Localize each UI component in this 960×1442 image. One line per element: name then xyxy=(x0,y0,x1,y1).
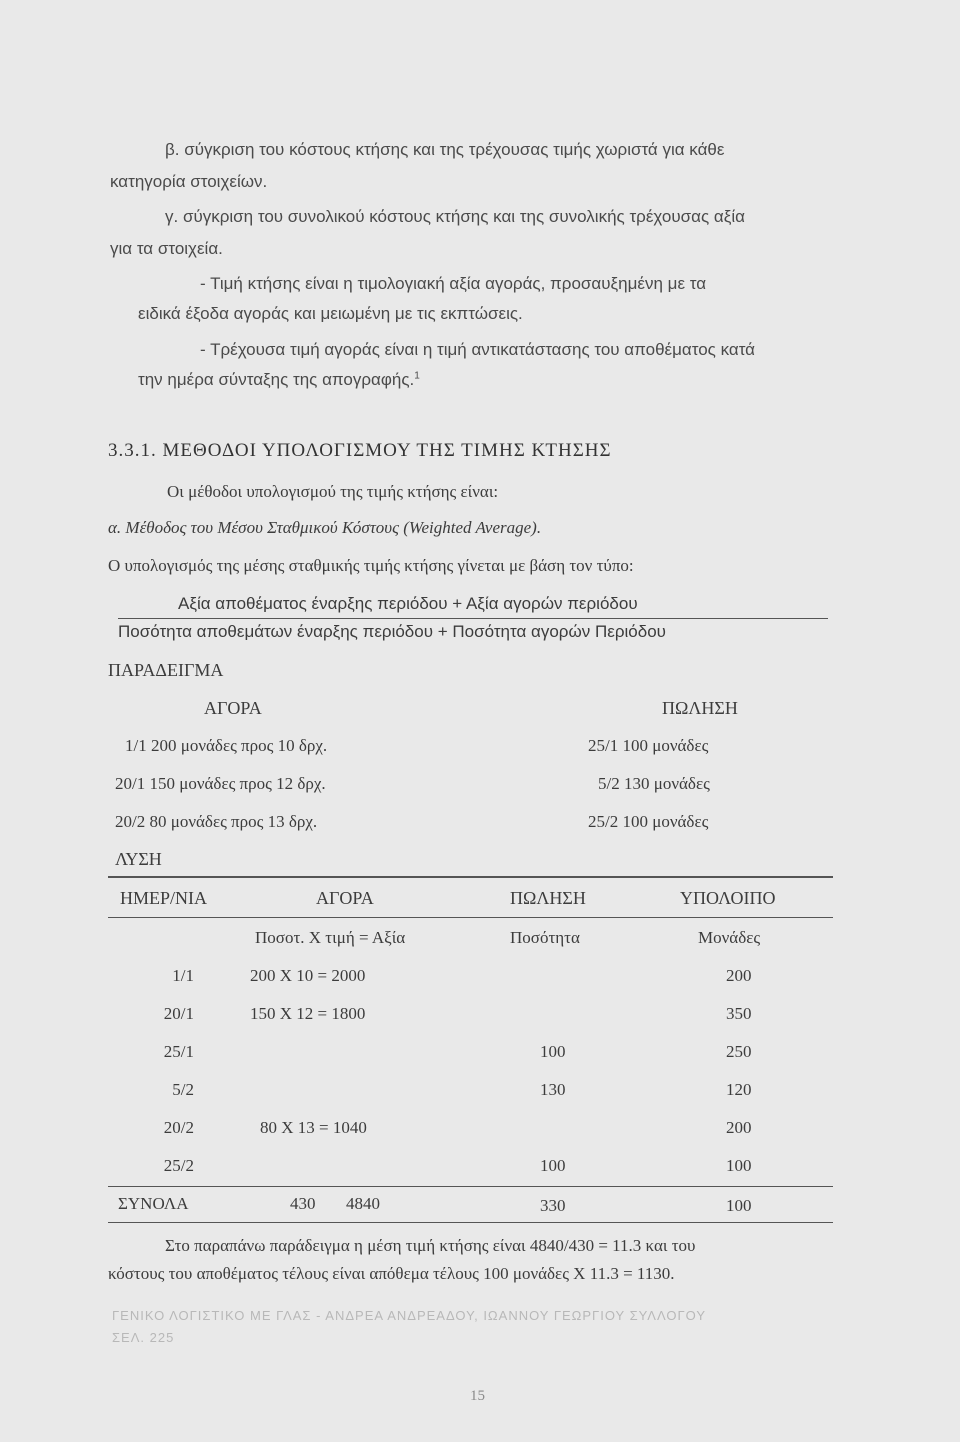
totals-label: ΣΥΝΟΛΑ xyxy=(118,1194,189,1213)
totals-rule xyxy=(108,1186,833,1187)
totals-value: 4840 xyxy=(346,1194,380,1213)
purchase-line-1: 1/1 200 μονάδες προς 10 δρχ. xyxy=(125,736,328,755)
row-6-sale: 100 xyxy=(540,1156,566,1175)
table-header-date: ΗΜΕΡ/ΝΙΑ xyxy=(120,888,208,908)
row-3-balance: 250 xyxy=(726,1042,752,1061)
conclusion-line1: Στο παραπάνω παράδειγμα η μέση τιμή κτήσης είναι 4840/430 = 11.3 και του xyxy=(165,1236,696,1255)
row-4-date: 5/2 xyxy=(172,1080,194,1099)
paragraph-b-line2: κατηγορία στοιχείων. xyxy=(110,172,268,191)
totals-sales: 330 xyxy=(540,1196,566,1215)
row-2-purchase: 150 Χ 12 = 1800 xyxy=(250,1004,366,1023)
table-header-rule xyxy=(108,917,833,918)
row-5-date: 20/2 xyxy=(163,1118,194,1137)
fraction-bar xyxy=(118,618,828,619)
formula-intro: Ο υπολογισμός της μέσης σταθμικής τιμής κτήσης γίνεται με βάση τον τύπο: xyxy=(108,556,634,575)
formula-denominator: Ποσότητα αποθεμάτων έναρξης περιόδου + Ποσότητα αγορών Περιόδου xyxy=(118,622,666,641)
row-1-date: 1/1 xyxy=(172,966,194,985)
purchase-line-3: 20/2 80 μονάδες προς 13 δρχ. xyxy=(115,812,318,831)
formula-numerator: Αξία αποθέματος έναρξης περιόδου + Αξία αγορών περιόδου xyxy=(178,594,638,613)
table-header-purchase: ΑΓΟΡΑ xyxy=(316,888,374,908)
paragraph-c-line1: γ. σύγκριση του συνολικού κόστους κτήσης και της συνολικής τρέχουσας αξία xyxy=(165,207,745,226)
methods-intro: Οι μέθοδοι υπολογισμού της τιμής κτήσης είναι: xyxy=(167,482,499,501)
sale-line-2: 5/2 130 μονάδες xyxy=(598,774,710,793)
row-1-purchase: 200 Χ 10 = 2000 xyxy=(250,966,366,985)
purchase-header: ΑΓΟΡΑ xyxy=(204,698,262,718)
table-bottom-rule xyxy=(108,1222,833,1223)
row-1-balance: 200 xyxy=(726,966,752,985)
row-5-purchase: 80 Χ 13 = 1040 xyxy=(260,1118,367,1137)
purchase-line-2: 20/1 150 μονάδες προς 12 δρχ. xyxy=(115,774,326,793)
sale-header: ΠΩΛΗΣΗ xyxy=(662,698,738,718)
conclusion-line2: κόστους του αποθέματος τέλους είναι απόθεμα τέλους 100 μονάδες Χ 11.3 = 1130. xyxy=(108,1264,675,1283)
row-4-sale: 130 xyxy=(540,1080,566,1099)
page-number: 15 xyxy=(470,1388,485,1404)
row-3-sale: 100 xyxy=(540,1042,566,1061)
table-subheader-balance: Μονάδες xyxy=(698,928,761,947)
method-a-title: α. Μέθοδος του Μέσου Σταθμικού Κόστους (Weighted Average). xyxy=(108,518,542,537)
totals-balance: 100 xyxy=(726,1196,752,1215)
row-5-balance: 200 xyxy=(726,1118,752,1137)
row-6-date: 25/2 xyxy=(163,1156,194,1175)
row-2-balance: 350 xyxy=(726,1004,752,1023)
definition-1-line1: - Τιμή κτήσης είναι η τιμολογιακή αξία αγοράς, προσαυξημένη με τα xyxy=(200,274,707,293)
footnote-mark: 1 xyxy=(414,370,420,382)
sale-line-3: 25/2 100 μονάδες xyxy=(588,812,709,831)
paragraph-b-line1: β. σύγκριση του κόστους κτήσης και της τρέχουσας τιμής χωριστά για κάθε xyxy=(165,140,725,159)
definition-2-line1: - Τρέχουσα τιμή αγοράς είναι η τιμή αντικατάστασης του αποθέματος κατά xyxy=(200,340,756,359)
table-top-rule xyxy=(108,876,833,878)
definition-1-line2: ειδικά έξοδα αγοράς και μειωμένη με τις εκπτώσεις. xyxy=(138,304,523,323)
section-heading: 3.3.1. ΜΕΘΟΔΟΙ ΥΠΟΛΟΓΙΣΜΟΥ ΤΗΣ ΤΙΜΗΣ ΚΤΗΣΗΣ xyxy=(108,440,612,461)
definition-2-line2: την ημέρα σύνταξης της απογραφής.$^1$ xyxy=(138,370,420,389)
table-header-balance: ΥΠΟΛΟΙΠΟ xyxy=(680,888,776,908)
sale-line-1: 25/1 100 μονάδες xyxy=(588,736,709,755)
row-6-balance: 100 xyxy=(726,1156,752,1175)
footnote-line1: ΓΕΝΙΚΟ ΛΟΓΙΣΤΙΚΟ ΜΕ ΓΛΑΣ - ΑΝΔΡΕΑ ΑΝΔΡΕΑΔΟΥ, ΙΩΑΝΝΟΥ ΓΕΩΡΓΙΟΥ ΣΥΛΛΟΓΟΥ xyxy=(112,1308,707,1323)
solution-label: ΛΥΣΗ xyxy=(115,849,162,869)
row-2-date: 20/1 xyxy=(163,1004,194,1023)
footnote-line2: ΣΕΛ. 225 xyxy=(112,1330,175,1345)
example-title: ΠΑΡΑΔΕΙΓΜΑ xyxy=(108,660,224,680)
totals-quantity: 430 xyxy=(290,1194,316,1213)
table-subheader-sale: Ποσότητα xyxy=(510,928,580,947)
row-3-date: 25/1 xyxy=(163,1042,194,1061)
paragraph-c-line2: για τα στοιχεία. xyxy=(110,239,223,258)
row-4-balance: 120 xyxy=(726,1080,752,1099)
table-subheader-purchase: Ποσοτ. Χ τιμή = Αξία xyxy=(255,928,406,947)
table-header-sale: ΠΩΛΗΣΗ xyxy=(510,888,586,908)
